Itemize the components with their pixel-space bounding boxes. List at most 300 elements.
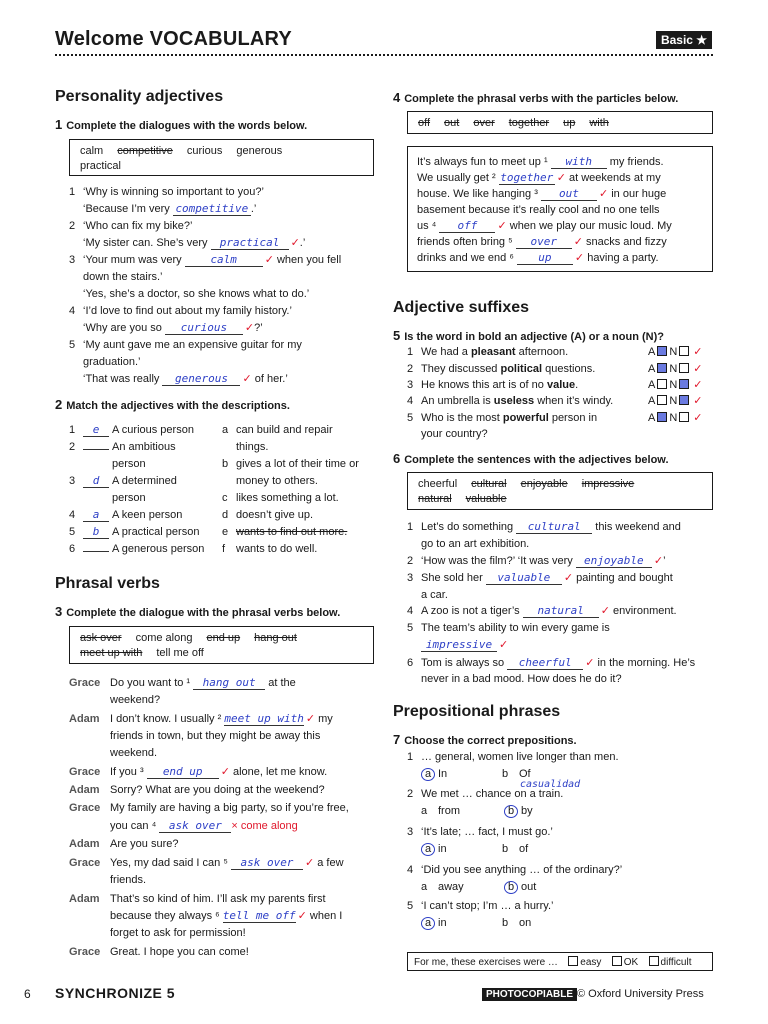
dialogue-line [69, 303, 292, 319]
line-text: friends in town, but they might be away this [110, 730, 321, 742]
item-number: 5 [407, 900, 414, 912]
answer-blank: ask over [159, 820, 231, 833]
question-item [407, 426, 488, 442]
handwritten-note: casualidad [520, 779, 581, 790]
dialogue-line [69, 818, 298, 834]
options-row [421, 915, 531, 931]
word: curious [186, 145, 223, 157]
question-text: ‘Did you see anything … of the ordinary?’ [421, 864, 623, 876]
exercise-6-instruction [393, 451, 669, 466]
dialogue-line [69, 201, 256, 217]
item-text: afternoon. [515, 346, 569, 358]
bold-word: powerful [502, 412, 549, 424]
paragraph-line [417, 186, 666, 202]
line-text: ‘Who can fix my bike?’ [83, 220, 193, 232]
dialogue-line [69, 908, 342, 924]
match-right-item [222, 524, 347, 540]
option-a-label: A [648, 412, 656, 424]
line-text: .’ [250, 203, 257, 215]
paragraph-line [417, 170, 661, 186]
match-left-item [69, 439, 176, 455]
answer-blank: generous [162, 373, 240, 386]
answer-blank: together [500, 171, 554, 184]
item-number: 2 [407, 363, 414, 375]
line-text: environment. [609, 605, 677, 617]
option-a-letter[interactable]: a [421, 843, 435, 856]
brand-logo: SYNCHRONIZE 5 [55, 985, 176, 1001]
match-left-item [69, 541, 204, 557]
line-text: us ⁴ [417, 220, 440, 232]
line-text: my friends. [606, 156, 664, 168]
exercise-number: 6 [393, 451, 401, 466]
answer-blank: impressive [421, 639, 497, 652]
sentence-line [407, 570, 673, 586]
line-text: when I [306, 910, 343, 922]
dialogue-line [69, 925, 246, 941]
option-b-text: by [521, 805, 533, 817]
line-text: ‘My aunt gave me an expensive guitar for my [83, 339, 302, 351]
line-text: drinks and we end ⁶ [417, 252, 517, 264]
item-text: person [112, 492, 146, 504]
title-divider [55, 54, 713, 56]
a-checkbox[interactable] [657, 363, 667, 373]
option-a-letter[interactable]: a [421, 881, 428, 893]
line-text: ‘Because I’m very [83, 203, 173, 215]
word: with [589, 117, 609, 129]
line-text: My family are having a big party, so if you’re free, [110, 802, 349, 814]
match-left-item [69, 507, 182, 523]
answer-blank: end up [147, 766, 219, 779]
answer-blank: competitive [173, 203, 251, 216]
word: generous [236, 145, 283, 157]
word-box-ex6 [407, 472, 713, 510]
dialogue-line [69, 320, 263, 336]
answer-options [648, 410, 703, 426]
line-text: a car. [421, 589, 448, 601]
option-a-label: A [648, 346, 656, 358]
line-text: weekend? [110, 694, 161, 706]
option-a-letter[interactable]: a [421, 805, 428, 817]
exercise-number: 5 [393, 328, 401, 343]
instruction-text: Is the word in bold an adjective (A) or a noun (N)? [404, 331, 664, 343]
option-a-text: away [438, 881, 464, 893]
dialogue-line [69, 371, 288, 387]
sentence-line [407, 587, 448, 603]
line-text: house. We like hanging ³ [417, 188, 541, 200]
option-a-text: In [438, 768, 448, 780]
dialogue-line [69, 782, 325, 798]
item-number: 1 [69, 186, 76, 198]
item-number: 5 [407, 622, 414, 634]
option-a-label: A [648, 395, 656, 407]
item-letter: c [222, 492, 228, 504]
answer-blank: cheerful [507, 657, 583, 670]
line-text: basement because it’s really cool and no one tells [417, 204, 660, 216]
item-letter: d [222, 509, 229, 521]
item-text: things. [236, 441, 269, 453]
item-text: A practical person [112, 526, 200, 538]
item-number: 4 [69, 305, 76, 317]
item-number: 4 [407, 395, 414, 407]
match-right-item [222, 490, 339, 506]
dialogue-line [69, 184, 264, 200]
match-right-item [222, 439, 268, 455]
answer-blank: enjoyable [576, 555, 652, 568]
item-number: 5 [407, 412, 414, 424]
easy-checkbox[interactable] [568, 956, 578, 966]
match-left-item [69, 473, 177, 489]
option-b-text: of [519, 843, 529, 855]
option-b-letter[interactable]: b [502, 768, 509, 780]
item-text: money to others. [236, 475, 318, 487]
dialogue-line [69, 675, 296, 691]
option-b-text: out [521, 881, 537, 893]
option-b-text: Of [519, 768, 531, 780]
check-mark-icon: ✓ [573, 236, 583, 248]
exercise-5-instruction [393, 328, 664, 343]
sentence-line [407, 519, 681, 535]
exercise-number: 3 [55, 604, 63, 619]
option-label: OK [623, 957, 639, 968]
answer-blank: up [517, 252, 573, 265]
item-text: your country? [421, 428, 488, 440]
word: practical [80, 160, 121, 172]
level-badge: Basic ★ [656, 31, 712, 49]
item-text: doesn’t give up. [236, 509, 314, 521]
dialogue-line [69, 269, 162, 285]
speaker-name: Grace [69, 766, 101, 778]
paragraph-line [417, 202, 660, 218]
speaker-name: Grace [69, 802, 101, 814]
line-text: ‘Yes, she’s a doctor, so she knows what to do.’ [83, 288, 310, 300]
item-text: person [112, 458, 146, 470]
word: end up [206, 632, 241, 644]
answer-blank: cultural [516, 521, 592, 534]
answer-blank [83, 551, 109, 552]
option-label: difficult [660, 957, 692, 968]
question-item [407, 824, 553, 840]
question-item [407, 344, 568, 360]
bold-word: value [546, 379, 576, 391]
line-text: down the stairs.’ [83, 271, 163, 283]
question-item [407, 898, 553, 914]
answer-blank: practical [211, 237, 289, 250]
heading-adjective-suffixes: Adjective suffixes [393, 299, 530, 316]
a-checkbox[interactable] [657, 412, 667, 422]
check-mark-icon: ✓ [220, 766, 230, 778]
item-number: 1 [407, 346, 414, 358]
item-text: A keen person [112, 509, 183, 521]
line-text: ?’ [254, 322, 263, 334]
line-text: painting and bought [573, 572, 673, 584]
ok-checkbox[interactable] [612, 956, 622, 966]
question-text: We met … chance on a train. [421, 788, 564, 800]
instruction-text: Complete the dialogues with the words below. [66, 120, 308, 132]
dialogue-line [69, 891, 326, 907]
a-checkbox[interactable] [657, 379, 667, 389]
check-mark-icon: ✓ [556, 172, 566, 184]
dialogue-line [69, 711, 333, 727]
match-right-item [222, 456, 359, 472]
line-text: ‘I’d love to find out about my family history.’ [83, 305, 292, 317]
item-number: 1 [407, 521, 414, 533]
paragraph-line [417, 154, 664, 170]
word: cultural [471, 478, 507, 490]
exercise-4-instruction [393, 90, 678, 105]
sentence-line [407, 655, 695, 671]
item-text: person in [548, 412, 598, 424]
sentence-line [407, 671, 622, 687]
bold-word: political [500, 363, 543, 375]
word: enjoyable [520, 478, 568, 490]
correction-text: come along [237, 820, 298, 832]
word: ask over [80, 632, 122, 644]
options-row [421, 766, 531, 782]
instruction-text: Complete the sentences with the adjectives below. [404, 454, 669, 466]
line-text: Do you want to ¹ [110, 677, 194, 689]
dialogue-line [69, 252, 341, 268]
question-item [407, 749, 619, 765]
line-text: this weekend and [592, 521, 681, 533]
word: impressive [581, 478, 635, 490]
speaker-name: Adam [69, 784, 100, 796]
line-text: because they always ⁶ [110, 910, 223, 922]
line-text: Tom is always so [421, 657, 508, 669]
line-text: at the [265, 677, 296, 689]
item-text: likes something a lot. [236, 492, 339, 504]
item-text: He knows this art is of no [421, 379, 547, 391]
option-a-label: A [648, 363, 656, 375]
check-mark-icon: ✓ [304, 857, 315, 869]
item-text: A curious person [112, 424, 194, 436]
word-box-ex3 [69, 626, 374, 664]
answer-blank: curious [165, 322, 243, 335]
photocopiable-badge: PHOTOCOPIABLE [482, 988, 577, 1001]
answer-options [648, 344, 703, 360]
line-text: I don’t know. I usually ² [110, 713, 225, 725]
item-text: can build and repair [236, 424, 333, 436]
dialogue-line [69, 218, 192, 234]
paragraph-line [417, 234, 667, 250]
dialogue-line [69, 764, 327, 780]
answer-blank: off [439, 220, 495, 233]
check-mark-icon: ✓ [290, 237, 300, 249]
check-mark-icon: ✓ [242, 373, 252, 385]
line-text: of her.’ [251, 373, 288, 385]
dialogue-line [69, 692, 160, 708]
options-row [421, 841, 528, 857]
check-mark-icon: ✓ [305, 713, 316, 725]
dialogue-line [69, 745, 157, 761]
line-text: We usually get ² [417, 172, 499, 184]
option-b-letter[interactable]: b [504, 805, 518, 818]
line-text: when we play our music loud. My [506, 220, 672, 232]
option-b-letter[interactable]: b [504, 881, 518, 894]
line-text: Great. I hope you can come! [110, 946, 249, 958]
item-text: wants to do well. [236, 543, 318, 555]
item-number: 2 [69, 220, 76, 232]
item-text: wants to find out more. [236, 526, 348, 538]
answer-options [648, 377, 703, 393]
item-letter: b [222, 458, 229, 470]
line-text: in the morning. He’s [594, 657, 696, 669]
question-item [407, 361, 595, 377]
answer-blank: calm [185, 254, 263, 267]
check-mark-icon: ✓ [600, 605, 610, 617]
option-a-letter[interactable]: a [421, 917, 435, 930]
cross-mark-icon: × [231, 820, 238, 832]
heading-personality-adjectives: Personality adjectives [55, 88, 224, 105]
check-mark-icon: ✓ [693, 395, 703, 407]
heading-phrasal-verbs: Phrasal verbs [55, 575, 160, 592]
word: up [563, 117, 576, 129]
match-left-item [69, 490, 146, 506]
exercise-7-instruction [393, 732, 577, 747]
check-mark-icon: ✓ [574, 252, 585, 264]
n-checkbox[interactable] [679, 346, 689, 356]
item-letter: f [222, 543, 226, 555]
sentence-line [407, 620, 610, 636]
exercise-1-instruction [55, 117, 307, 132]
exercise-2-instruction [55, 397, 290, 412]
speaker-name: Grace [69, 946, 101, 958]
line-text: when you fell [273, 254, 342, 266]
exercise-number: 7 [393, 732, 401, 747]
a-checkbox[interactable] [657, 395, 667, 405]
item-number: 5 [69, 339, 76, 351]
options-row [421, 803, 533, 819]
dialogue-line [69, 286, 309, 302]
check-mark-icon: ✓ [585, 657, 595, 669]
item-letter: a [222, 424, 229, 436]
match-right-item [222, 473, 318, 489]
answer-blank [83, 449, 109, 450]
word: tell me off [156, 647, 204, 659]
answer-options [648, 361, 703, 377]
exercise-3-instruction [55, 604, 340, 619]
line-text: ‘My sister can. She’s very [83, 237, 211, 249]
dialogue-line [69, 836, 178, 852]
item-number: 4 [407, 605, 414, 617]
option-a-letter[interactable]: a [421, 768, 435, 781]
exercise-number: 1 [55, 117, 63, 132]
answer-blank: a [83, 509, 109, 522]
match-right-item [222, 507, 313, 523]
line-text: go to an art exhibition. [421, 538, 530, 550]
line-text: forget to ask for permission! [110, 927, 246, 939]
answer-blank: ask over [231, 857, 303, 870]
word: hang out [254, 632, 297, 644]
option-a-text: in [438, 843, 447, 855]
word: together [508, 117, 550, 129]
answer-blank: hang out [193, 677, 265, 690]
speaker-name: Grace [69, 677, 101, 689]
item-text: A generous person [112, 543, 205, 555]
difficult-checkbox[interactable] [649, 956, 659, 966]
word: meet up with [80, 647, 143, 659]
item-text: gives a lot of their time or [236, 458, 359, 470]
n-checkbox[interactable] [679, 412, 689, 422]
paragraph-line [417, 218, 672, 234]
check-mark-icon: ✓ [693, 363, 703, 375]
n-checkbox[interactable] [679, 395, 689, 405]
feedback-box [407, 952, 713, 971]
word-box-ex1 [69, 139, 374, 176]
question-text: ‘It’s late; … fact, I must go.’ [421, 826, 553, 838]
line-text: ‘Why are you so [83, 322, 165, 334]
line-text: A zoo is not a tiger’s [421, 605, 523, 617]
option-label: easy [580, 957, 602, 968]
line-text: snacks and fizzy [582, 236, 667, 248]
line-text: my [315, 713, 333, 725]
item-letter: e [222, 526, 229, 538]
line-text: ’ [663, 555, 666, 567]
option-n-label: N [669, 379, 678, 391]
option-b-letter[interactable]: b [502, 917, 509, 929]
item-text: They discussed [421, 363, 501, 375]
question-item [407, 862, 622, 878]
item-text: A determined [112, 475, 177, 487]
option-a-text: in [438, 917, 447, 929]
option-n-label: N [669, 395, 678, 407]
line-text: at weekends at my [565, 172, 661, 184]
check-mark-icon: ✓ [497, 220, 507, 232]
answer-blank: natural [523, 605, 599, 618]
feedback-label: For me, these exercises were … [414, 957, 558, 968]
page-title: Welcome VOCABULARY [55, 28, 292, 50]
item-text: An umbrella is [421, 395, 494, 407]
line-text: Let’s do something [421, 521, 517, 533]
option-n-label: N [669, 346, 678, 358]
item-number: 6 [407, 657, 414, 669]
word: cheerful [418, 478, 458, 490]
word: natural [418, 493, 452, 505]
line-text: Are you sure? [110, 838, 179, 850]
a-checkbox[interactable] [657, 346, 667, 356]
heading-prepositional-phrases: Prepositional phrases [393, 703, 561, 720]
exercise-number: 4 [393, 90, 401, 105]
item-number: 3 [407, 572, 414, 584]
n-checkbox[interactable] [679, 363, 689, 373]
exercise-number: 2 [55, 397, 63, 412]
line-text: alone, let me know. [229, 766, 328, 778]
bold-word: pleasant [470, 346, 516, 358]
speaker-name: Grace [69, 857, 101, 869]
option-a-label: A [648, 379, 656, 391]
dialogue-line [69, 872, 146, 888]
item-number: 1 [407, 751, 414, 763]
item-number: 2 [407, 555, 414, 567]
item-text: when it’s windy. [534, 395, 614, 407]
line-text: Sorry? What are you doing at the weekend? [110, 784, 325, 796]
item-number: 4 [69, 509, 76, 521]
line-text: a few [314, 857, 344, 869]
line-text: .’ [299, 237, 306, 249]
answer-blank: valuable [486, 572, 562, 585]
option-b-letter[interactable]: b [502, 843, 509, 855]
line-text: ‘Why is winning so important to you?’ [83, 186, 264, 198]
option-a-text: from [438, 805, 460, 817]
word: off [418, 117, 431, 129]
sentence-line [407, 603, 677, 619]
option-b-text: on [519, 917, 532, 929]
n-checkbox[interactable] [679, 379, 689, 389]
line-text: in our huge [608, 188, 667, 200]
line-text: The team’s ability to win every game is [421, 622, 610, 634]
line-text: ‘Your mum was very [83, 254, 185, 266]
speaker-name: Adam [69, 838, 100, 850]
instruction-text: Choose the correct prepositions. [404, 735, 577, 747]
